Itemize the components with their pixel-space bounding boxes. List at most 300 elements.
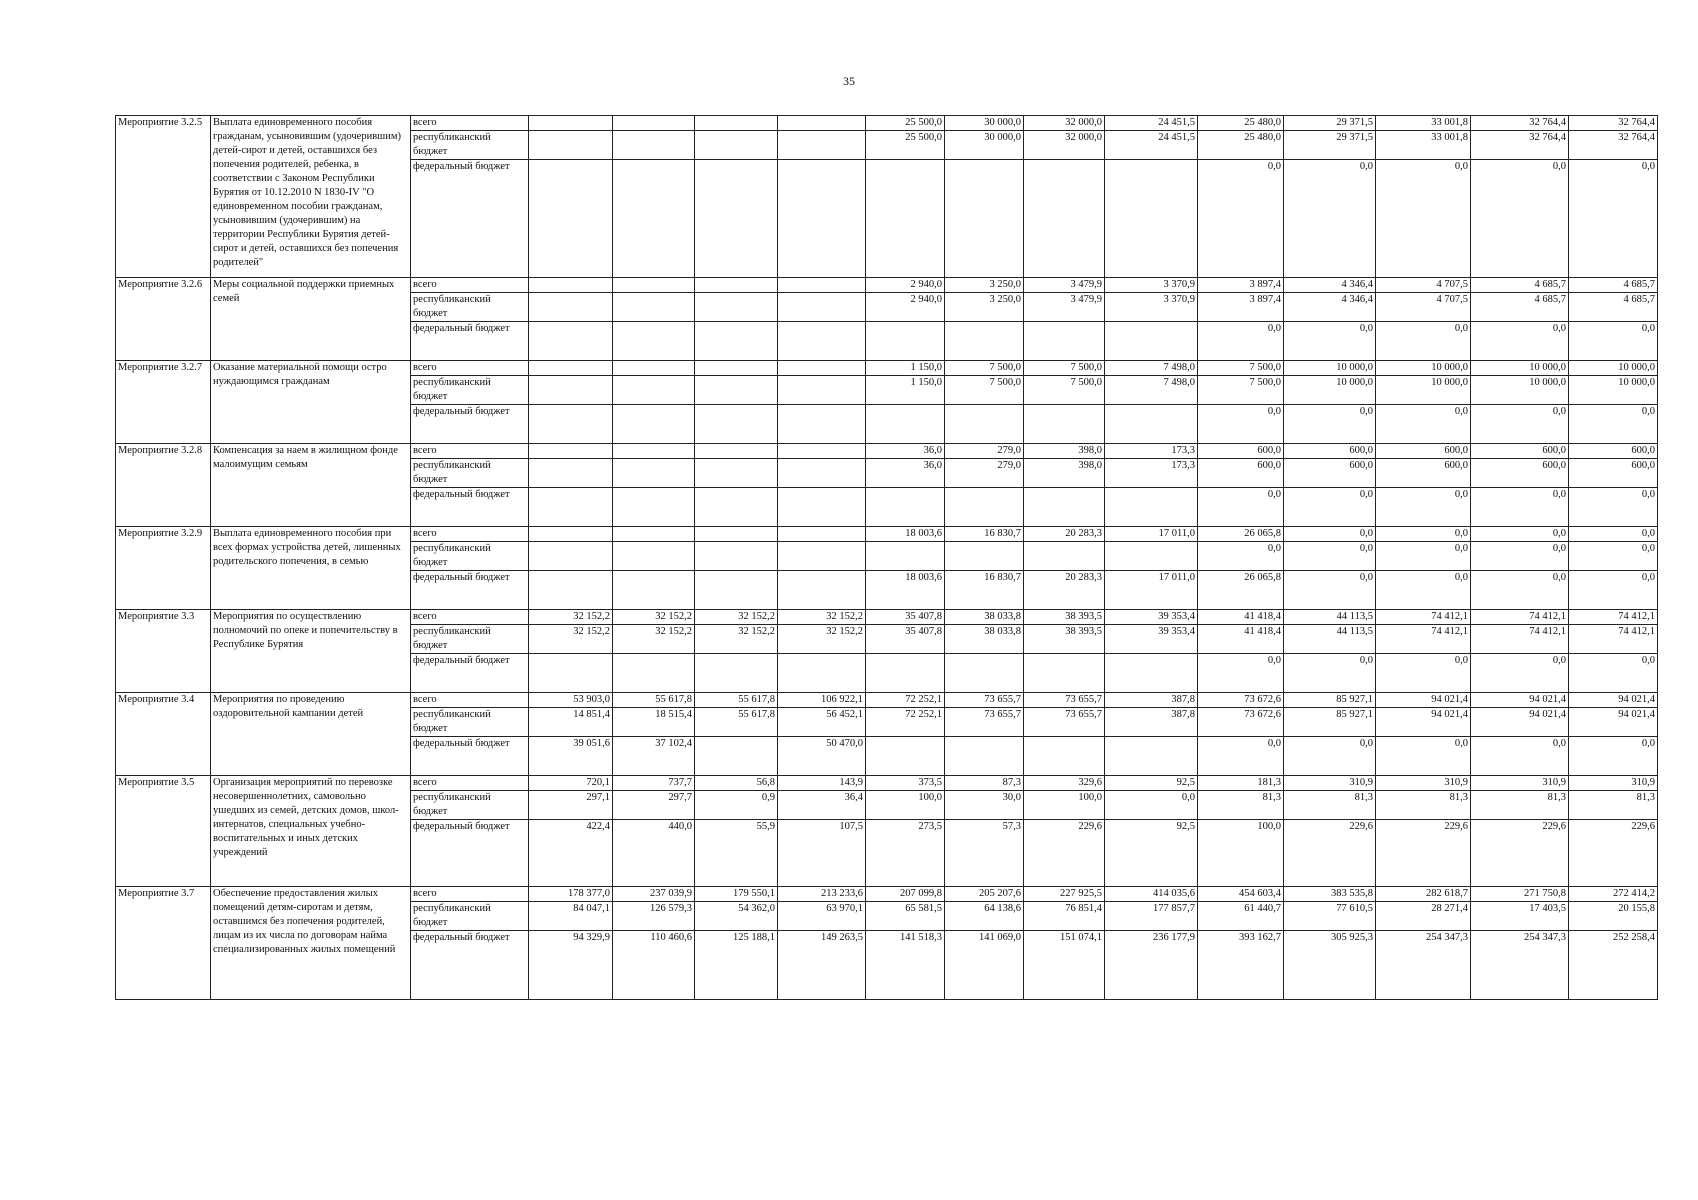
value-cell: 0,0	[1198, 542, 1284, 571]
value-cell: 36,4	[778, 791, 866, 820]
value-cell: 3 897,4	[1198, 278, 1284, 293]
value-cell: 383 535,8	[1284, 887, 1376, 902]
value-cell: 0,0	[1284, 654, 1376, 693]
value-cell	[695, 654, 778, 693]
value-cell: 310,9	[1569, 776, 1658, 791]
value-cell: 454 603,4	[1198, 887, 1284, 902]
value-cell: 0,0	[1569, 322, 1658, 361]
value-cell: 55 617,8	[695, 708, 778, 737]
value-cell	[778, 542, 866, 571]
value-cell	[613, 322, 695, 361]
value-cell: 10 000,0	[1284, 376, 1376, 405]
value-cell: 229,6	[1284, 820, 1376, 887]
value-cell: 20 155,8	[1569, 902, 1658, 931]
value-cell: 0,0	[1284, 322, 1376, 361]
value-cell: 0,0	[1284, 160, 1376, 278]
value-cell: 600,0	[1471, 459, 1569, 488]
value-cell	[613, 405, 695, 444]
funding-source: республиканский бюджет	[411, 791, 529, 820]
value-cell	[529, 322, 613, 361]
value-cell: 61 440,7	[1198, 902, 1284, 931]
value-cell: 7 498,0	[1105, 361, 1198, 376]
budget-table	[115, 115, 1658, 1000]
value-cell: 56,8	[695, 776, 778, 791]
measure-name: Мероприятия по осуществлению полномочий по опеке и попечительству в Республике Бурятия	[211, 610, 411, 693]
value-cell: 0,0	[1471, 527, 1569, 542]
value-cell: 398,0	[1024, 444, 1105, 459]
value-cell: 29 371,5	[1284, 116, 1376, 131]
measure-name: Выплата единовременного пособия гражданам, усыновившим (удочерившим) детей-сирот и детей, оставшихся без попечения родителей, ребенка, в соответствии с Законом Республики Бурятия от 10.12.2010 N 1830-IV "О единовременном пособии гражданам, усыновившим (удочерившим) на территории Республики Бурятия детей-сирот и детей, оставшихся без попечения родителей"	[211, 116, 411, 278]
value-cell: 30 000,0	[945, 131, 1024, 160]
value-cell: 3 479,9	[1024, 278, 1105, 293]
value-cell: 17 011,0	[1105, 571, 1198, 610]
value-cell: 32 152,2	[778, 610, 866, 625]
value-cell	[529, 131, 613, 160]
value-cell	[945, 405, 1024, 444]
value-cell	[613, 571, 695, 610]
value-cell	[529, 542, 613, 571]
value-cell: 100,0	[1024, 791, 1105, 820]
funding-source: всего	[411, 887, 529, 902]
value-cell: 305 925,3	[1284, 931, 1376, 1000]
value-cell	[866, 322, 945, 361]
value-cell: 33 001,8	[1376, 116, 1471, 131]
value-cell: 94 329,9	[529, 931, 613, 1000]
value-cell: 16 830,7	[945, 571, 1024, 610]
value-cell: 0,0	[1376, 488, 1471, 527]
value-cell: 0,0	[1569, 488, 1658, 527]
value-cell: 149 263,5	[778, 931, 866, 1000]
measure-code: Мероприятие 3.2.5	[116, 116, 211, 278]
value-cell: 16 830,7	[945, 527, 1024, 542]
value-cell: 600,0	[1569, 444, 1658, 459]
funding-source: федеральный бюджет	[411, 488, 529, 527]
value-cell	[778, 405, 866, 444]
value-cell: 72 252,1	[866, 708, 945, 737]
value-cell: 7 500,0	[1024, 376, 1105, 405]
value-cell: 73 655,7	[945, 708, 1024, 737]
table-row	[116, 776, 1658, 791]
value-cell	[778, 116, 866, 131]
value-cell: 20 283,3	[1024, 571, 1105, 610]
value-cell: 151 074,1	[1024, 931, 1105, 1000]
value-cell	[695, 376, 778, 405]
value-cell: 100,0	[866, 791, 945, 820]
value-cell: 0,0	[1471, 160, 1569, 278]
value-cell: 41 418,4	[1198, 610, 1284, 625]
value-cell: 73 672,6	[1198, 708, 1284, 737]
value-cell: 18 515,4	[613, 708, 695, 737]
value-cell: 81,3	[1569, 791, 1658, 820]
value-cell: 76 851,4	[1024, 902, 1105, 931]
measure-name: Компенсация за наем в жилищном фонде малоимущим семьям	[211, 444, 411, 527]
value-cell	[866, 405, 945, 444]
value-cell: 7 500,0	[1024, 361, 1105, 376]
value-cell	[866, 542, 945, 571]
value-cell: 94 021,4	[1471, 693, 1569, 708]
measure-code: Мероприятие 3.2.6	[116, 278, 211, 361]
value-cell	[695, 322, 778, 361]
value-cell: 39 353,4	[1105, 625, 1198, 654]
value-cell: 4 685,7	[1569, 278, 1658, 293]
value-cell: 10 000,0	[1284, 361, 1376, 376]
value-cell: 229,6	[1471, 820, 1569, 887]
value-cell: 0,0	[1198, 737, 1284, 776]
value-cell: 17 403,5	[1471, 902, 1569, 931]
funding-source: федеральный бюджет	[411, 405, 529, 444]
value-cell	[613, 527, 695, 542]
funding-source: федеральный бюджет	[411, 820, 529, 887]
value-cell	[945, 160, 1024, 278]
value-cell: 0,0	[1569, 160, 1658, 278]
value-cell: 600,0	[1376, 444, 1471, 459]
value-cell: 181,3	[1198, 776, 1284, 791]
value-cell: 0,0	[1376, 542, 1471, 571]
value-cell: 387,8	[1105, 708, 1198, 737]
value-cell: 87,3	[945, 776, 1024, 791]
value-cell	[1105, 160, 1198, 278]
value-cell: 3 479,9	[1024, 293, 1105, 322]
value-cell: 3 250,0	[945, 278, 1024, 293]
table-row	[116, 610, 1658, 625]
funding-source: всего	[411, 527, 529, 542]
value-cell: 0,0	[1284, 571, 1376, 610]
value-cell: 32 152,2	[695, 610, 778, 625]
value-cell: 1 150,0	[866, 376, 945, 405]
value-cell: 53 903,0	[529, 693, 613, 708]
value-cell: 14 851,4	[529, 708, 613, 737]
value-cell: 74 412,1	[1569, 625, 1658, 654]
value-cell	[866, 488, 945, 527]
value-cell	[778, 322, 866, 361]
value-cell	[1024, 322, 1105, 361]
value-cell: 73 672,6	[1198, 693, 1284, 708]
value-cell: 329,6	[1024, 776, 1105, 791]
value-cell: 94 021,4	[1376, 693, 1471, 708]
value-cell: 30 000,0	[945, 116, 1024, 131]
value-cell: 254 347,3	[1376, 931, 1471, 1000]
value-cell: 229,6	[1024, 820, 1105, 887]
value-cell	[866, 160, 945, 278]
value-cell: 297,7	[613, 791, 695, 820]
value-cell: 0,0	[1471, 405, 1569, 444]
value-cell	[529, 376, 613, 405]
table-row	[116, 444, 1658, 459]
value-cell	[1105, 737, 1198, 776]
value-cell: 0,0	[1284, 737, 1376, 776]
value-cell	[695, 488, 778, 527]
value-cell: 94 021,4	[1471, 708, 1569, 737]
value-cell	[866, 654, 945, 693]
value-cell	[529, 459, 613, 488]
funding-source: республиканский бюджет	[411, 708, 529, 737]
value-cell: 26 065,8	[1198, 527, 1284, 542]
value-cell: 0,0	[1471, 322, 1569, 361]
table-body	[116, 116, 1658, 1000]
value-cell: 0,0	[1569, 405, 1658, 444]
value-cell: 0,0	[1376, 527, 1471, 542]
value-cell: 94 021,4	[1376, 708, 1471, 737]
value-cell	[529, 654, 613, 693]
page-number: 35	[843, 74, 855, 88]
value-cell	[945, 737, 1024, 776]
value-cell: 32 764,4	[1471, 116, 1569, 131]
value-cell: 229,6	[1376, 820, 1471, 887]
value-cell: 0,0	[1105, 791, 1198, 820]
value-cell: 38 393,5	[1024, 625, 1105, 654]
value-cell: 36,0	[866, 459, 945, 488]
value-cell: 10 000,0	[1471, 376, 1569, 405]
value-cell: 0,0	[1569, 542, 1658, 571]
value-cell: 63 970,1	[778, 902, 866, 931]
value-cell	[778, 131, 866, 160]
value-cell	[945, 654, 1024, 693]
value-cell: 37 102,4	[613, 737, 695, 776]
measure-name: Обеспечение предоставления жилых помещений детям-сиротам и детям, оставшимся без попечения родителей, лицам из их числа по договорам найма специализированных жилых помещений	[211, 887, 411, 1000]
funding-source: республиканский бюджет	[411, 902, 529, 931]
value-cell: 32 152,2	[529, 610, 613, 625]
value-cell	[778, 488, 866, 527]
value-cell	[695, 116, 778, 131]
value-cell: 0,0	[1471, 488, 1569, 527]
value-cell: 57,3	[945, 820, 1024, 887]
value-cell	[613, 293, 695, 322]
value-cell: 310,9	[1284, 776, 1376, 791]
value-cell: 0,0	[1471, 737, 1569, 776]
value-cell: 29 371,5	[1284, 131, 1376, 160]
value-cell: 0,0	[1376, 654, 1471, 693]
measure-code: Мероприятие 3.2.8	[116, 444, 211, 527]
value-cell	[613, 131, 695, 160]
value-cell	[1024, 488, 1105, 527]
value-cell: 125 188,1	[695, 931, 778, 1000]
value-cell: 74 412,1	[1471, 625, 1569, 654]
value-cell	[778, 527, 866, 542]
funding-source: всего	[411, 116, 529, 131]
value-cell	[695, 527, 778, 542]
value-cell: 4 685,7	[1569, 293, 1658, 322]
value-cell: 0,0	[1198, 488, 1284, 527]
value-cell	[613, 459, 695, 488]
value-cell: 297,1	[529, 791, 613, 820]
value-cell: 279,0	[945, 444, 1024, 459]
value-cell	[695, 293, 778, 322]
value-cell: 0,0	[1376, 737, 1471, 776]
value-cell: 73 655,7	[1024, 708, 1105, 737]
value-cell	[1105, 322, 1198, 361]
value-cell: 74 412,1	[1376, 610, 1471, 625]
measure-code: Мероприятие 3.2.9	[116, 527, 211, 610]
value-cell: 74 412,1	[1471, 610, 1569, 625]
value-cell: 4 346,4	[1284, 278, 1376, 293]
value-cell: 0,0	[1284, 542, 1376, 571]
value-cell: 4 707,5	[1376, 293, 1471, 322]
value-cell: 0,0	[1569, 527, 1658, 542]
value-cell: 4 685,7	[1471, 278, 1569, 293]
value-cell: 10 000,0	[1376, 361, 1471, 376]
funding-source: республиканский бюджет	[411, 459, 529, 488]
value-cell: 73 655,7	[945, 693, 1024, 708]
value-cell	[613, 444, 695, 459]
funding-source: федеральный бюджет	[411, 322, 529, 361]
funding-source: республиканский бюджет	[411, 376, 529, 405]
value-cell	[695, 361, 778, 376]
value-cell: 393 162,7	[1198, 931, 1284, 1000]
value-cell: 25 480,0	[1198, 131, 1284, 160]
funding-source: республиканский бюджет	[411, 293, 529, 322]
value-cell: 600,0	[1569, 459, 1658, 488]
value-cell	[529, 293, 613, 322]
value-cell: 35 407,8	[866, 610, 945, 625]
value-cell: 10 000,0	[1569, 361, 1658, 376]
value-cell: 272 414,2	[1569, 887, 1658, 902]
table-row	[116, 527, 1658, 542]
value-cell: 107,5	[778, 820, 866, 887]
value-cell	[1024, 542, 1105, 571]
value-cell: 3 370,9	[1105, 293, 1198, 322]
value-cell: 0,0	[1569, 654, 1658, 693]
funding-source: республиканский бюджет	[411, 131, 529, 160]
value-cell: 55,9	[695, 820, 778, 887]
value-cell: 35 407,8	[866, 625, 945, 654]
measure-name: Мероприятия по проведению оздоровительной кампании детей	[211, 693, 411, 776]
value-cell: 106 922,1	[778, 693, 866, 708]
value-cell: 1 150,0	[866, 361, 945, 376]
funding-source: всего	[411, 610, 529, 625]
value-cell: 92,5	[1105, 776, 1198, 791]
value-cell: 18 003,6	[866, 571, 945, 610]
value-cell	[778, 654, 866, 693]
value-cell: 4 685,7	[1471, 293, 1569, 322]
value-cell	[1105, 542, 1198, 571]
value-cell: 7 498,0	[1105, 376, 1198, 405]
value-cell: 173,3	[1105, 459, 1198, 488]
value-cell	[529, 444, 613, 459]
table-row	[116, 278, 1658, 293]
value-cell: 85 927,1	[1284, 708, 1376, 737]
value-cell: 237 039,9	[613, 887, 695, 902]
value-cell	[529, 278, 613, 293]
value-cell: 720,1	[529, 776, 613, 791]
value-cell	[613, 488, 695, 527]
value-cell: 33 001,8	[1376, 131, 1471, 160]
value-cell: 0,0	[1198, 160, 1284, 278]
value-cell: 600,0	[1198, 444, 1284, 459]
value-cell	[778, 444, 866, 459]
value-cell: 0,0	[1198, 405, 1284, 444]
value-cell: 20 283,3	[1024, 527, 1105, 542]
value-cell: 38 033,8	[945, 610, 1024, 625]
value-cell: 44 113,5	[1284, 610, 1376, 625]
value-cell: 54 362,0	[695, 902, 778, 931]
value-cell: 205 207,6	[945, 887, 1024, 902]
value-cell	[778, 571, 866, 610]
value-cell: 81,3	[1284, 791, 1376, 820]
value-cell: 600,0	[1284, 444, 1376, 459]
measure-code: Мероприятие 3.3	[116, 610, 211, 693]
value-cell: 7 500,0	[1198, 376, 1284, 405]
value-cell: 64 138,6	[945, 902, 1024, 931]
funding-source: республиканский бюджет	[411, 542, 529, 571]
value-cell: 0,0	[1376, 160, 1471, 278]
value-cell	[529, 488, 613, 527]
measure-name: Меры социальной поддержки приемных семей	[211, 278, 411, 361]
value-cell	[695, 737, 778, 776]
value-cell: 252 258,4	[1569, 931, 1658, 1000]
value-cell: 44 113,5	[1284, 625, 1376, 654]
value-cell: 7 500,0	[945, 376, 1024, 405]
value-cell	[866, 737, 945, 776]
value-cell: 36,0	[866, 444, 945, 459]
value-cell: 24 451,5	[1105, 116, 1198, 131]
value-cell: 414 035,6	[1105, 887, 1198, 902]
value-cell: 100,0	[1198, 820, 1284, 887]
value-cell: 0,0	[1569, 737, 1658, 776]
value-cell: 227 925,5	[1024, 887, 1105, 902]
value-cell	[613, 160, 695, 278]
value-cell: 32 152,2	[529, 625, 613, 654]
funding-source: всего	[411, 278, 529, 293]
value-cell: 0,0	[1284, 488, 1376, 527]
value-cell: 0,0	[1471, 571, 1569, 610]
value-cell: 2 940,0	[866, 293, 945, 322]
value-cell	[613, 542, 695, 571]
value-cell: 229,6	[1569, 820, 1658, 887]
measure-code: Мероприятие 3.7	[116, 887, 211, 1000]
value-cell: 94 021,4	[1569, 693, 1658, 708]
value-cell	[613, 654, 695, 693]
value-cell: 207 099,8	[866, 887, 945, 902]
value-cell: 32 000,0	[1024, 131, 1105, 160]
value-cell: 236 177,9	[1105, 931, 1198, 1000]
value-cell: 73 655,7	[1024, 693, 1105, 708]
value-cell: 0,0	[1198, 322, 1284, 361]
value-cell: 55 617,8	[613, 693, 695, 708]
value-cell: 25 500,0	[866, 116, 945, 131]
value-cell: 273,5	[866, 820, 945, 887]
value-cell: 373,5	[866, 776, 945, 791]
value-cell	[529, 116, 613, 131]
value-cell: 10 000,0	[1569, 376, 1658, 405]
value-cell: 32 764,4	[1471, 131, 1569, 160]
value-cell: 387,8	[1105, 693, 1198, 708]
value-cell: 39 353,4	[1105, 610, 1198, 625]
value-cell	[613, 376, 695, 405]
measure-name: Организация мероприятий по перевозке несовершеннолетних, самовольно ушедших из семей, детских домов, школ-интернатов, специальных учебно-воспитательных и иных детских учреждений	[211, 776, 411, 887]
value-cell: 310,9	[1471, 776, 1569, 791]
value-cell	[529, 527, 613, 542]
value-cell	[613, 361, 695, 376]
value-cell: 2 940,0	[866, 278, 945, 293]
measure-code: Мероприятие 3.2.7	[116, 361, 211, 444]
value-cell: 24 451,5	[1105, 131, 1198, 160]
value-cell: 600,0	[1284, 459, 1376, 488]
value-cell: 279,0	[945, 459, 1024, 488]
table-row	[116, 361, 1658, 376]
value-cell	[529, 160, 613, 278]
value-cell: 178 377,0	[529, 887, 613, 902]
value-cell	[1105, 654, 1198, 693]
value-cell: 81,3	[1471, 791, 1569, 820]
value-cell	[1024, 160, 1105, 278]
value-cell: 600,0	[1471, 444, 1569, 459]
value-cell	[778, 160, 866, 278]
value-cell: 143,9	[778, 776, 866, 791]
value-cell: 25 500,0	[866, 131, 945, 160]
value-cell: 65 581,5	[866, 902, 945, 931]
value-cell: 17 011,0	[1105, 527, 1198, 542]
funding-source: всего	[411, 361, 529, 376]
